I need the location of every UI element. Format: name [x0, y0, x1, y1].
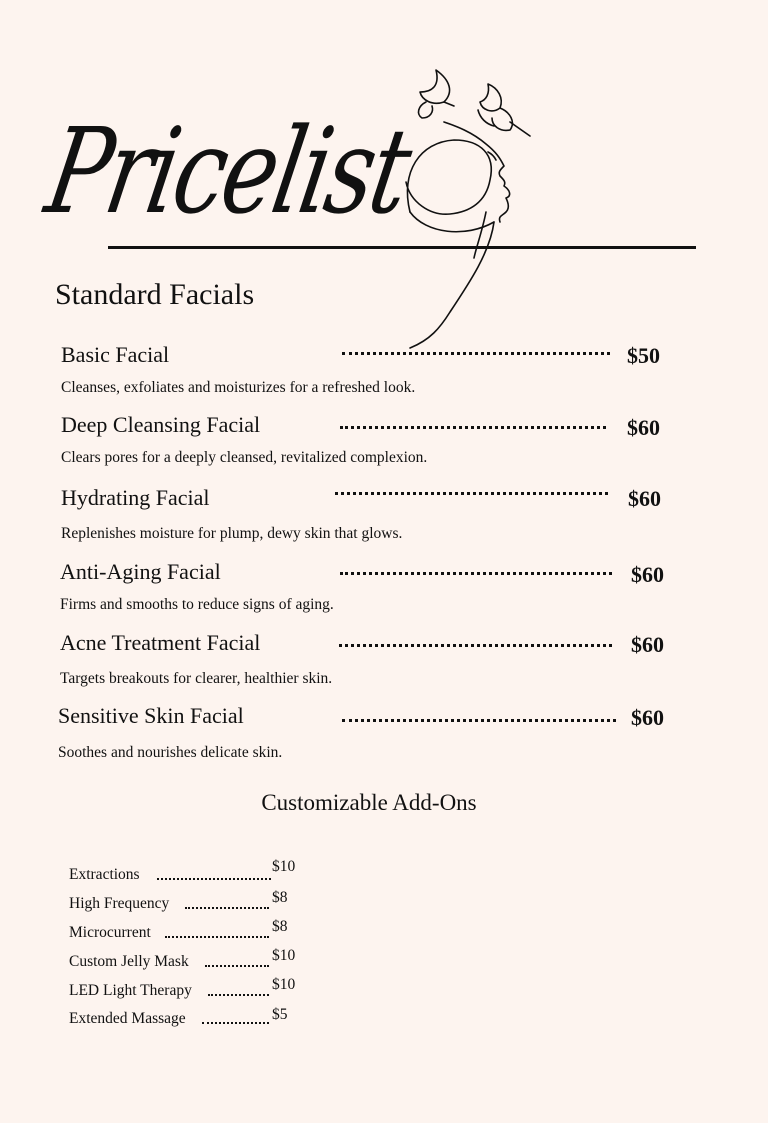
addon-price: $5 — [272, 1006, 288, 1023]
addon-price: $10 — [272, 976, 296, 993]
dotted-leader — [185, 907, 269, 909]
addon-item — [69, 947, 309, 971]
service-price: $60 — [627, 415, 660, 440]
service-name: Acne Treatment Facial — [60, 630, 261, 655]
service-name: Deep Cleansing Facial — [61, 412, 261, 437]
service-price: $60 — [631, 705, 664, 730]
service-description: Clears pores for a deeply cleansed, revitalized complexion. — [61, 449, 428, 466]
service-name: Sensitive Skin Facial — [58, 703, 244, 728]
addon-price: $10 — [272, 947, 296, 964]
dotted-leader — [157, 878, 271, 880]
service-description: Cleanses, exfoliates and moisturizes for a refreshed look. — [61, 379, 416, 396]
service-name: Anti-Aging Facial — [60, 559, 221, 584]
addon-price: $8 — [272, 918, 288, 935]
service-description: Targets breakouts for clearer, healthier skin. — [60, 670, 333, 687]
dotted-leader — [342, 719, 616, 722]
dotted-leader — [205, 965, 269, 967]
addon-item — [69, 976, 309, 1000]
service-price: $50 — [627, 343, 660, 368]
addon-item — [69, 889, 309, 913]
addon-name: Extended Massage — [69, 1010, 186, 1027]
service-price: $60 — [631, 632, 664, 657]
addon-name: Microcurrent — [69, 924, 151, 941]
addon-price: $8 — [272, 889, 288, 906]
dotted-leader — [165, 936, 269, 938]
face-butterfly-line-art-icon — [370, 62, 550, 352]
service-description: Replenishes moisture for plump, dewy skin that glows. — [61, 525, 403, 542]
service-name: Hydrating Facial — [61, 485, 210, 510]
service-description: Soothes and nourishes delicate skin. — [58, 744, 283, 761]
addon-name: Custom Jelly Mask — [69, 953, 189, 970]
addons-heading: Customizable Add-Ons — [261, 790, 477, 815]
service-price: $60 — [631, 562, 664, 587]
dotted-leader — [339, 644, 612, 647]
dotted-leader — [340, 426, 606, 429]
addon-name: LED Light Therapy — [69, 982, 192, 999]
pricelist-title: Pricelist — [37, 102, 419, 240]
addon-item — [69, 858, 309, 884]
dotted-leader — [208, 994, 269, 996]
addon-item — [69, 918, 309, 942]
addon-price: $10 — [272, 858, 296, 875]
addon-name: High Frequency — [69, 895, 170, 912]
dotted-leader — [342, 352, 610, 355]
addon-item — [69, 1008, 309, 1028]
addon-name: Extractions — [69, 866, 140, 883]
dotted-leader — [340, 572, 612, 575]
service-name: Basic Facial — [61, 342, 170, 367]
dotted-leader — [202, 1022, 269, 1024]
service-price: $60 — [628, 486, 661, 511]
service-description: Firms and smooths to reduce signs of aging. — [60, 596, 334, 613]
dotted-leader — [335, 492, 608, 495]
standard-facials-heading: Standard Facials — [55, 278, 255, 311]
